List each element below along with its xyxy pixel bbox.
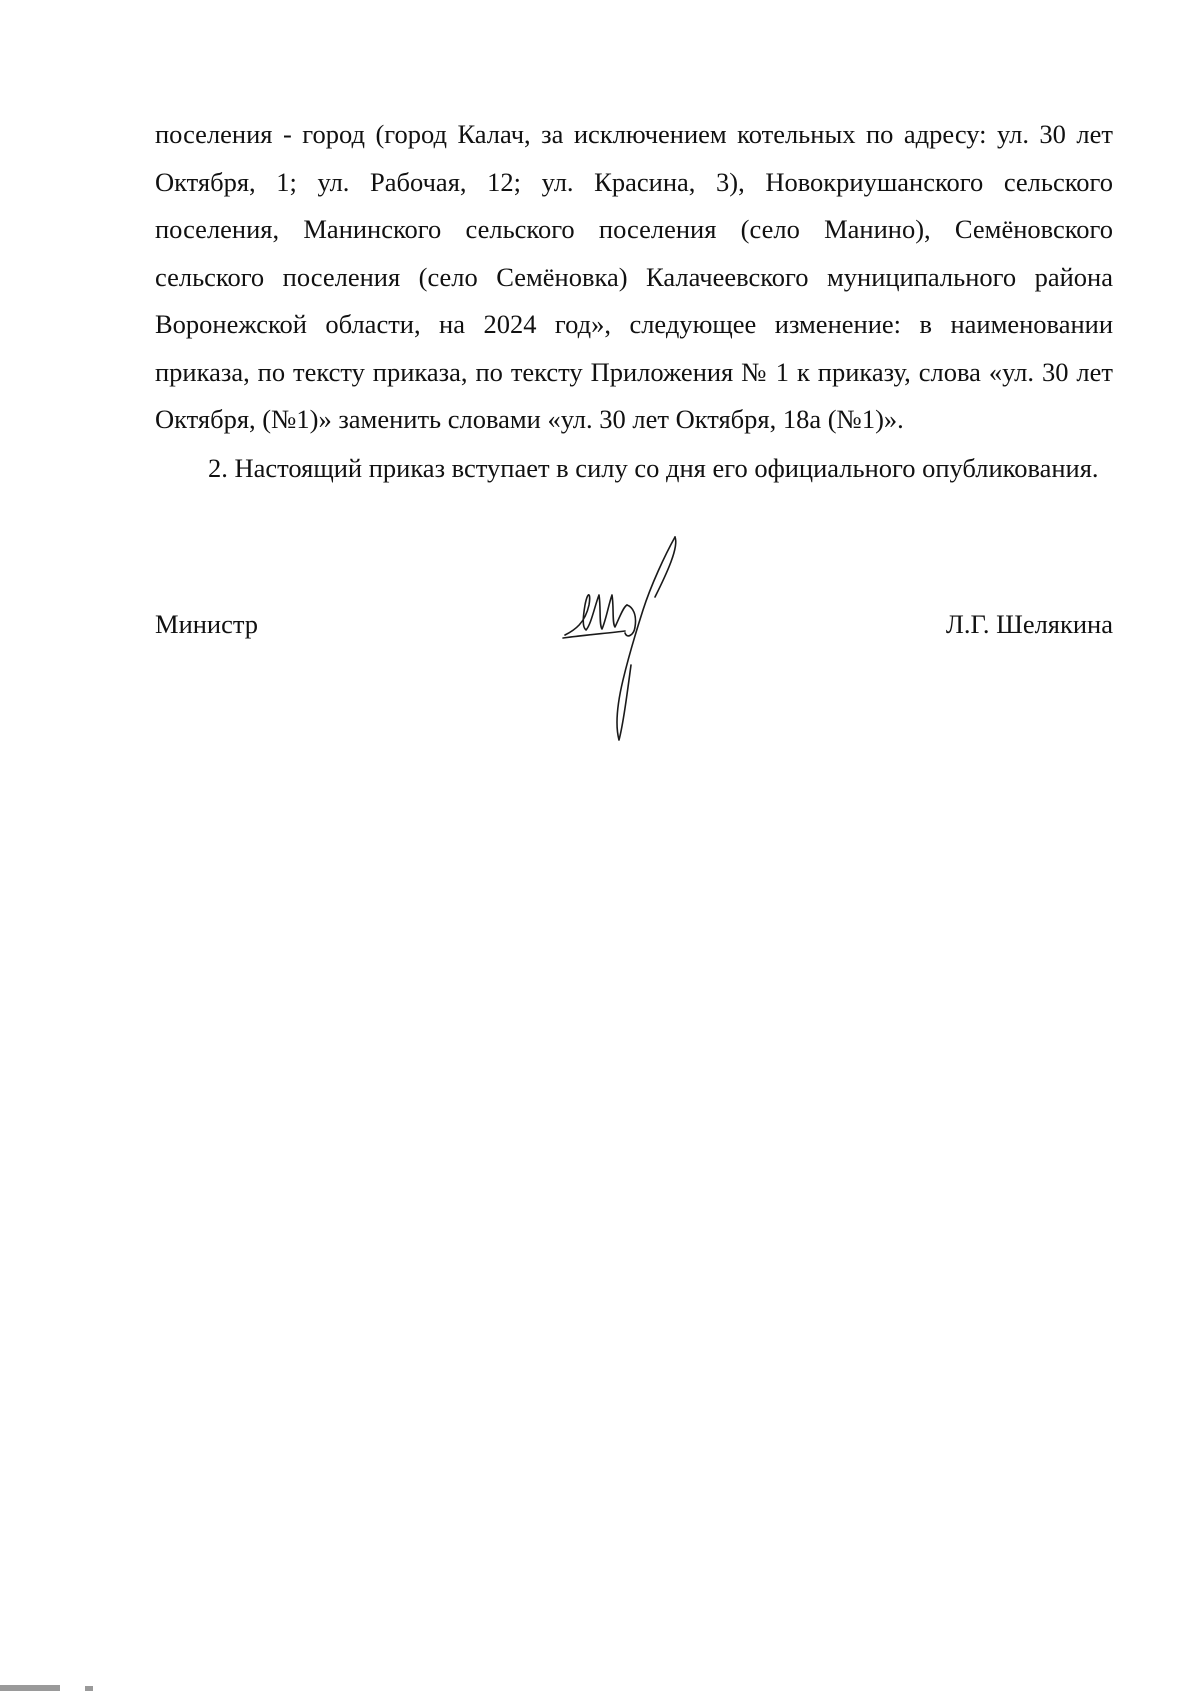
paragraph-2: 2. Настоящий приказ вступает в силу со дня его официального опубликования. bbox=[208, 452, 1099, 483]
scan-edge-mark bbox=[0, 1683, 95, 1691]
handwritten-signature bbox=[555, 535, 715, 745]
signatory-title: Министр bbox=[155, 609, 259, 639]
signatory-name: Л.Г. Шелякина bbox=[945, 609, 1113, 639]
paragraph-continuation: поселения - город (город Калач, за исключением котельных по адресу: ул. 30 лет Октября, 1; ул. Рабочая, 12; ул. Красина, 3), Новокриушанского сельского поселения, Манинского сельского поселения (село Манино), Семёновского сельского поселения (село Семёновка) Калачеевского муниципального района Воронежской области, на 2024 год», следующее изменение: в наименовании приказа, по тексту приказа, по тексту Приложения № 1 к приказу, слова «ул. 30 лет Октября, (№1)» заменить словами «ул. 30 лет Октября, 18а (№1)». bbox=[155, 119, 1113, 434]
document-body bbox=[155, 111, 1113, 492]
